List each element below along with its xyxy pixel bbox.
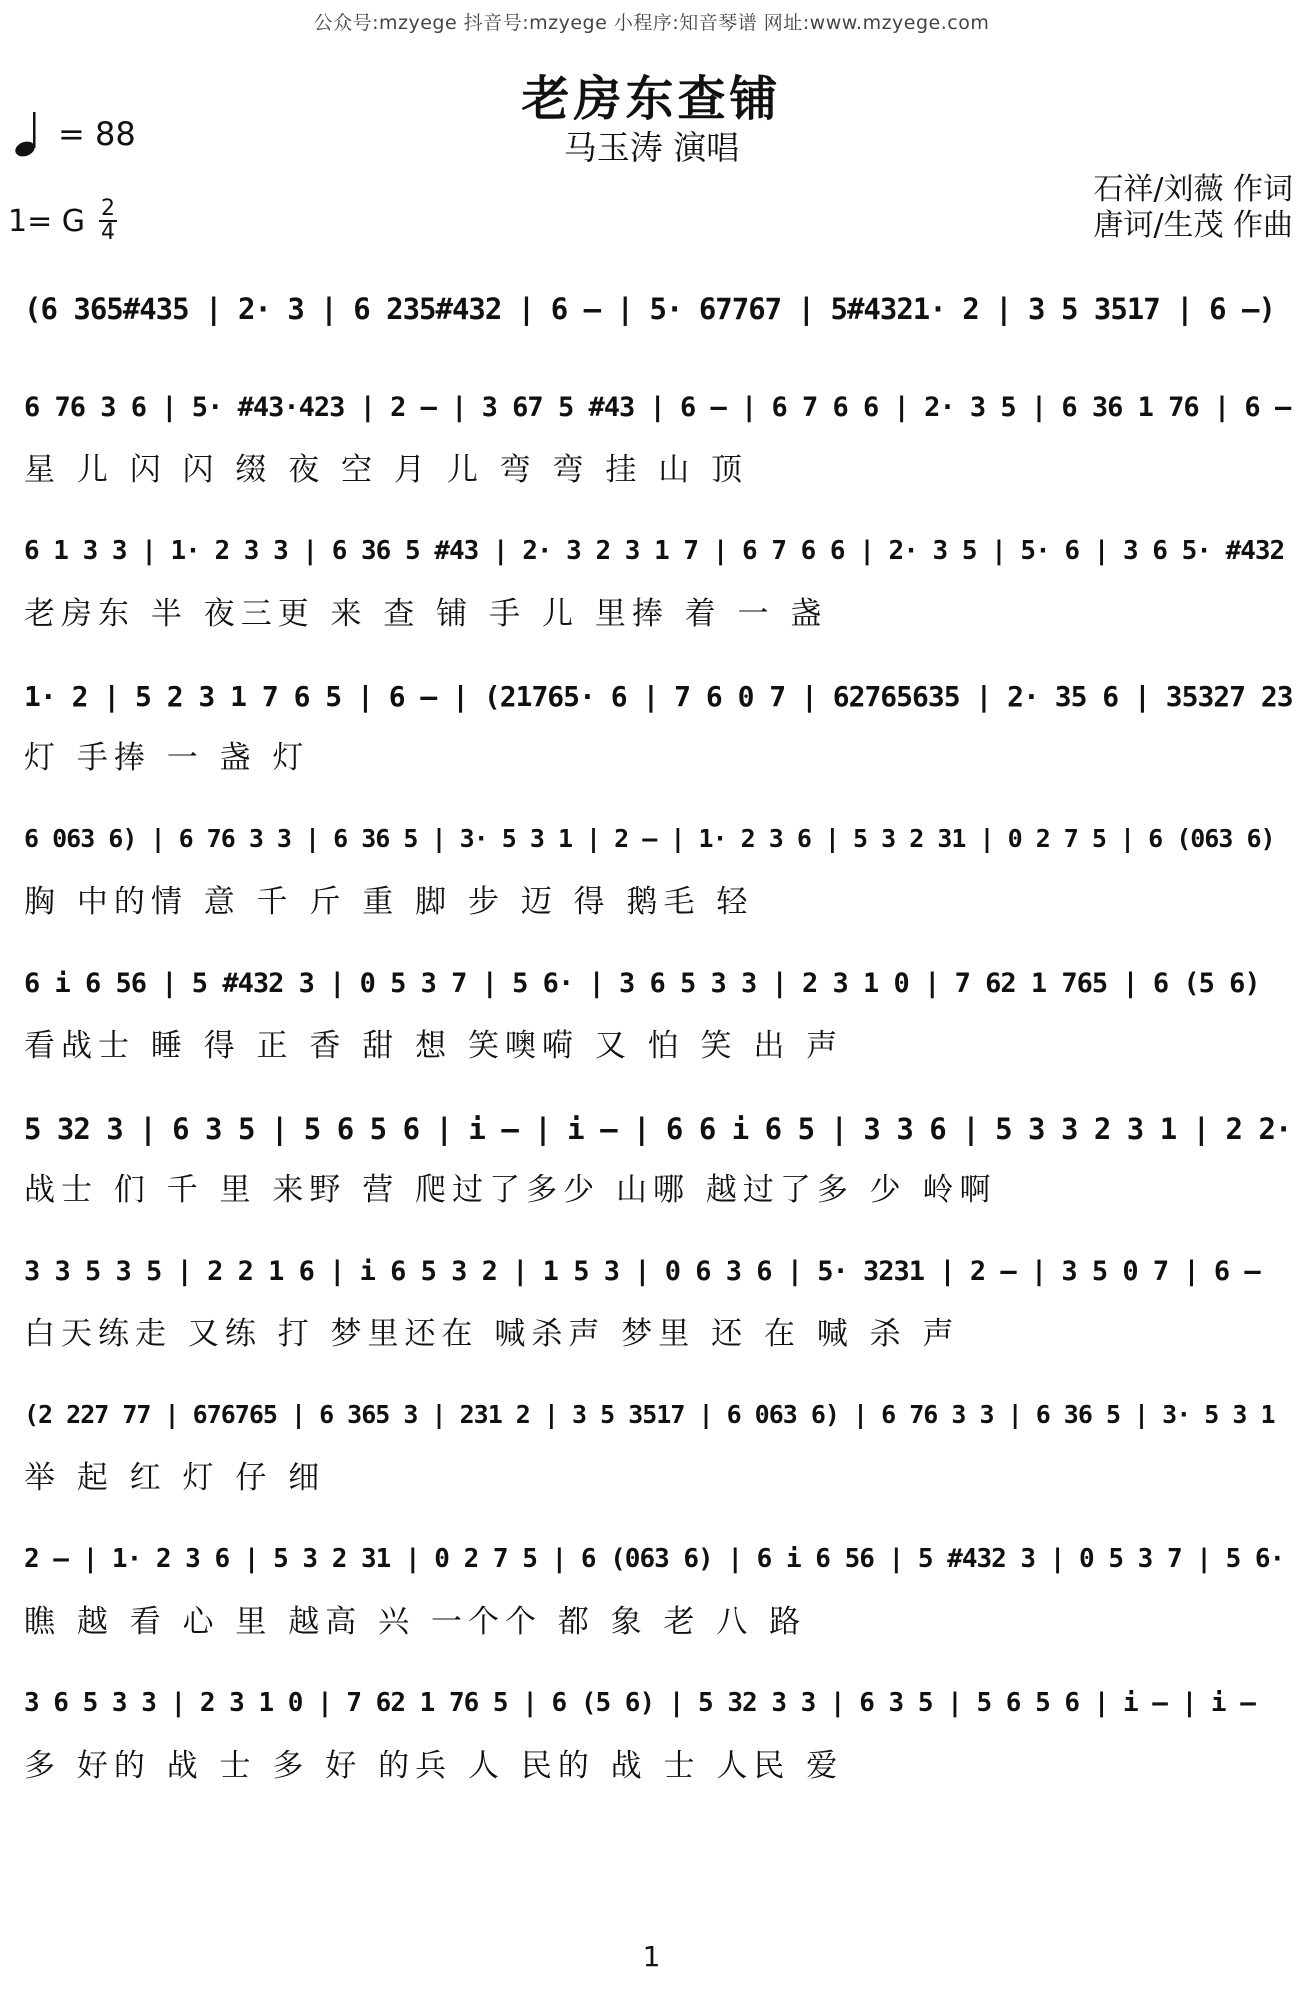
time-bottom: 4 xyxy=(101,220,116,245)
lyrics-line: 瞧 越 看 心 里 越高 兴 一个个 都 象 老 八 路 xyxy=(24,1604,807,1640)
song-title: 老房东查铺 xyxy=(521,71,782,127)
notation-line: 5 32 3 | 6 3 5 | 5 6 5 6 | i — | i — | 6 6 i 6 5 | 3 3 6 | 5 3 3 2 3 1 | 2 2· xyxy=(24,1112,1292,1146)
lyrics-line: 灯 手捧 一 盏 灯 xyxy=(24,740,310,776)
credits xyxy=(1093,172,1293,244)
notation-line: (6 365#435 | 2· 3 | 6 235#432 | 6 — | 5· 67767 | 5#4321· 2 | 3 5 3517 | 6 —) xyxy=(24,292,1275,326)
quarter-note-icon xyxy=(14,110,48,158)
time-top: 2 xyxy=(101,196,116,221)
notation-line: 6 063 6) | 6 76 3 3 | 6 36 5 | 3· 5 3 1 | 2 — | 1· 2 3 6 | 5 3 2 31 | 0 2 7 5 | 6 (063 6) xyxy=(24,824,1275,853)
lyricist-credit: 石祥/刘薇 作词 xyxy=(1093,172,1293,207)
site-info-line: 公众号:mzyege 抖音号:mzyege 小程序:知音琴谱 网址:www.mzyege.com xyxy=(313,12,990,34)
notation-line: 6 76 3 6 | 5· #43·423 | 2 — | 3 67 5 #43 | 6 — | 6 7 6 6 | 2· 3 5 | 6 36 1 76 | 6 — xyxy=(24,392,1291,423)
notation-line: 6 i 6 56 | 5 #432 3 | 0 5 3 7 | 5 6· | 3 6 5 3 3 | 2 3 1 0 | 7 62 1 765 | 6 (5 6) xyxy=(24,968,1260,999)
key-signature xyxy=(8,198,117,244)
lyrics-line: 白天练走 又练 打 梦里还在 喊杀声 梦里 还 在 喊 杀 声 xyxy=(24,1316,960,1352)
tempo-value: = 88 xyxy=(58,115,136,153)
notation-line: 3 3 5 3 5 | 2 2 1 6 | i 6 5 3 2 | 1 5 3 | 0 6 3 6 | 5· 3231 | 2 — | 3 5 0 7 | 6 — xyxy=(24,1256,1260,1287)
lyrics-line: 胸 中的情 意 千 斤 重 脚 步 迈 得 鹅毛 轻 xyxy=(24,884,754,920)
notation-line: 2 — | 1· 2 3 6 | 5 3 2 31 | 0 2 7 5 | 6 (063 6) | 6 i 6 56 | 5 #432 3 | 0 5 3 7 | 5 6· xyxy=(24,1544,1285,1574)
lyrics-line: 举 起 红 灯 仔 细 xyxy=(24,1460,326,1496)
notation-line: 3 6 5 3 3 | 2 3 1 0 | 7 62 1 76 5 | 6 (5 6) | 5 32 3 3 | 6 3 5 | 5 6 5 6 | i — | i — xyxy=(24,1688,1255,1718)
composer-credit: 唐诃/生茂 作曲 xyxy=(1093,208,1293,243)
notation-line: 1· 2 | 5 2 3 1 7 6 5 | 6 — | (21765· 6 | 7 6 0 7 | 62765635 | 2· 35 6 | 35327 23 xyxy=(24,680,1293,713)
lyrics-line: 多 好的 战 士 多 好 的兵 人 民的 战 士 人民 爱 xyxy=(24,1748,844,1784)
lyrics-line: 战士 们 千 里 来野 营 爬过了多少 山哪 越过了多 少 岭啊 xyxy=(24,1172,997,1208)
tempo-mark xyxy=(14,110,136,158)
lyrics-line: 看战士 睡 得 正 香 甜 想 笑噢嗬 又 怕 笑 出 声 xyxy=(24,1028,844,1064)
lyrics-line: 星 儿 闪 闪 缀 夜 空 月 儿 弯 弯 挂 山 顶 xyxy=(24,452,749,488)
notation-line: 6 1 3 3 | 1· 2 3 3 | 6 36 5 #43 | 2· 3 2 3 1 7 | 6 7 6 6 | 2· 3 5 | 5· 6 | 3 6 5· #432 xyxy=(24,536,1285,566)
key-label: 1= G xyxy=(8,203,86,239)
singer-line: 马玉涛 演唱 xyxy=(563,128,740,167)
time-signature xyxy=(99,198,117,244)
notation-line: (2 227 77 | 676765 | 6 365 3 | 231 2 | 3 5 3517 | 6 063 6) | 6 76 3 3 | 6 36 5 | 3· 5 3 1 xyxy=(24,1400,1275,1429)
page-number: 1 xyxy=(642,1940,661,1973)
lyrics-line: 老房东 半 夜三更 来 查 铺 手 儿 里捧 着 一 盏 xyxy=(24,596,828,632)
